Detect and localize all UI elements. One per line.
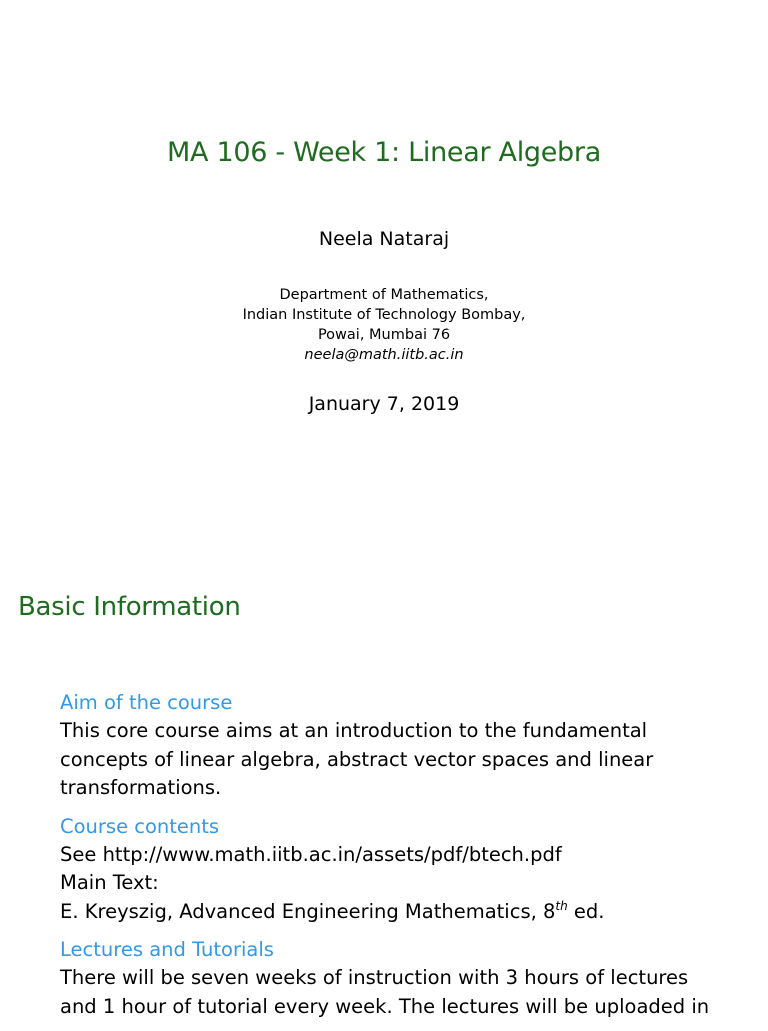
text-line: There will be seven weeks of instruction with 3 hours of lectures: [60, 966, 689, 989]
author-name: Neela Nataraj: [318, 228, 450, 250]
lectures-block: [60, 936, 760, 1021]
text-line: transformations.: [60, 776, 222, 799]
text-line: and 1 hour of tutorial every week. The lectures will be uploaded in: [60, 994, 710, 1018]
block-heading-aim: Aim of the course: [60, 691, 233, 714]
basic-information-slide: [0, 540, 768, 1024]
text-line: This core course aims at an introduction to the fundamental: [60, 719, 648, 742]
block-heading-lectures: Lectures and Tutorials: [60, 938, 274, 961]
institute: Indian Institute of Technology Bombay,: [242, 307, 526, 323]
contents-body: [60, 841, 760, 927]
info-blocks: [60, 689, 760, 1031]
slide-title: MA 106 - Week 1: Linear Algebra: [167, 137, 601, 168]
frame-title: Basic Information: [18, 592, 241, 622]
edition-suffix: ed.: [567, 899, 605, 923]
textbook-title: E. Kreyszig, Advanced Engineering Mathematics, 8: [60, 899, 556, 923]
author-affiliation: [0, 285, 768, 365]
aim-body: [60, 717, 760, 803]
lectures-body: [60, 964, 760, 1021]
textbook-line: [60, 898, 760, 927]
block-heading-contents: Course contents: [60, 814, 220, 838]
text-line: concepts of linear algebra, abstract vector spaces and linear: [60, 747, 654, 771]
address: Powai, Mumbai 76: [317, 327, 451, 343]
contents-block: [60, 813, 760, 927]
edition-superscript: th: [555, 898, 568, 913]
email: neela@math.iitb.ac.in: [304, 347, 464, 363]
aim-block: [60, 689, 760, 803]
date: January 7, 2019: [308, 393, 460, 415]
main-text-label: Main Text:: [60, 871, 159, 894]
department: Department of Mathematics,: [279, 287, 489, 303]
syllabus-link-line: See http://www.math.iitb.ac.in/assets/pdf/btech.pdf: [60, 842, 562, 866]
